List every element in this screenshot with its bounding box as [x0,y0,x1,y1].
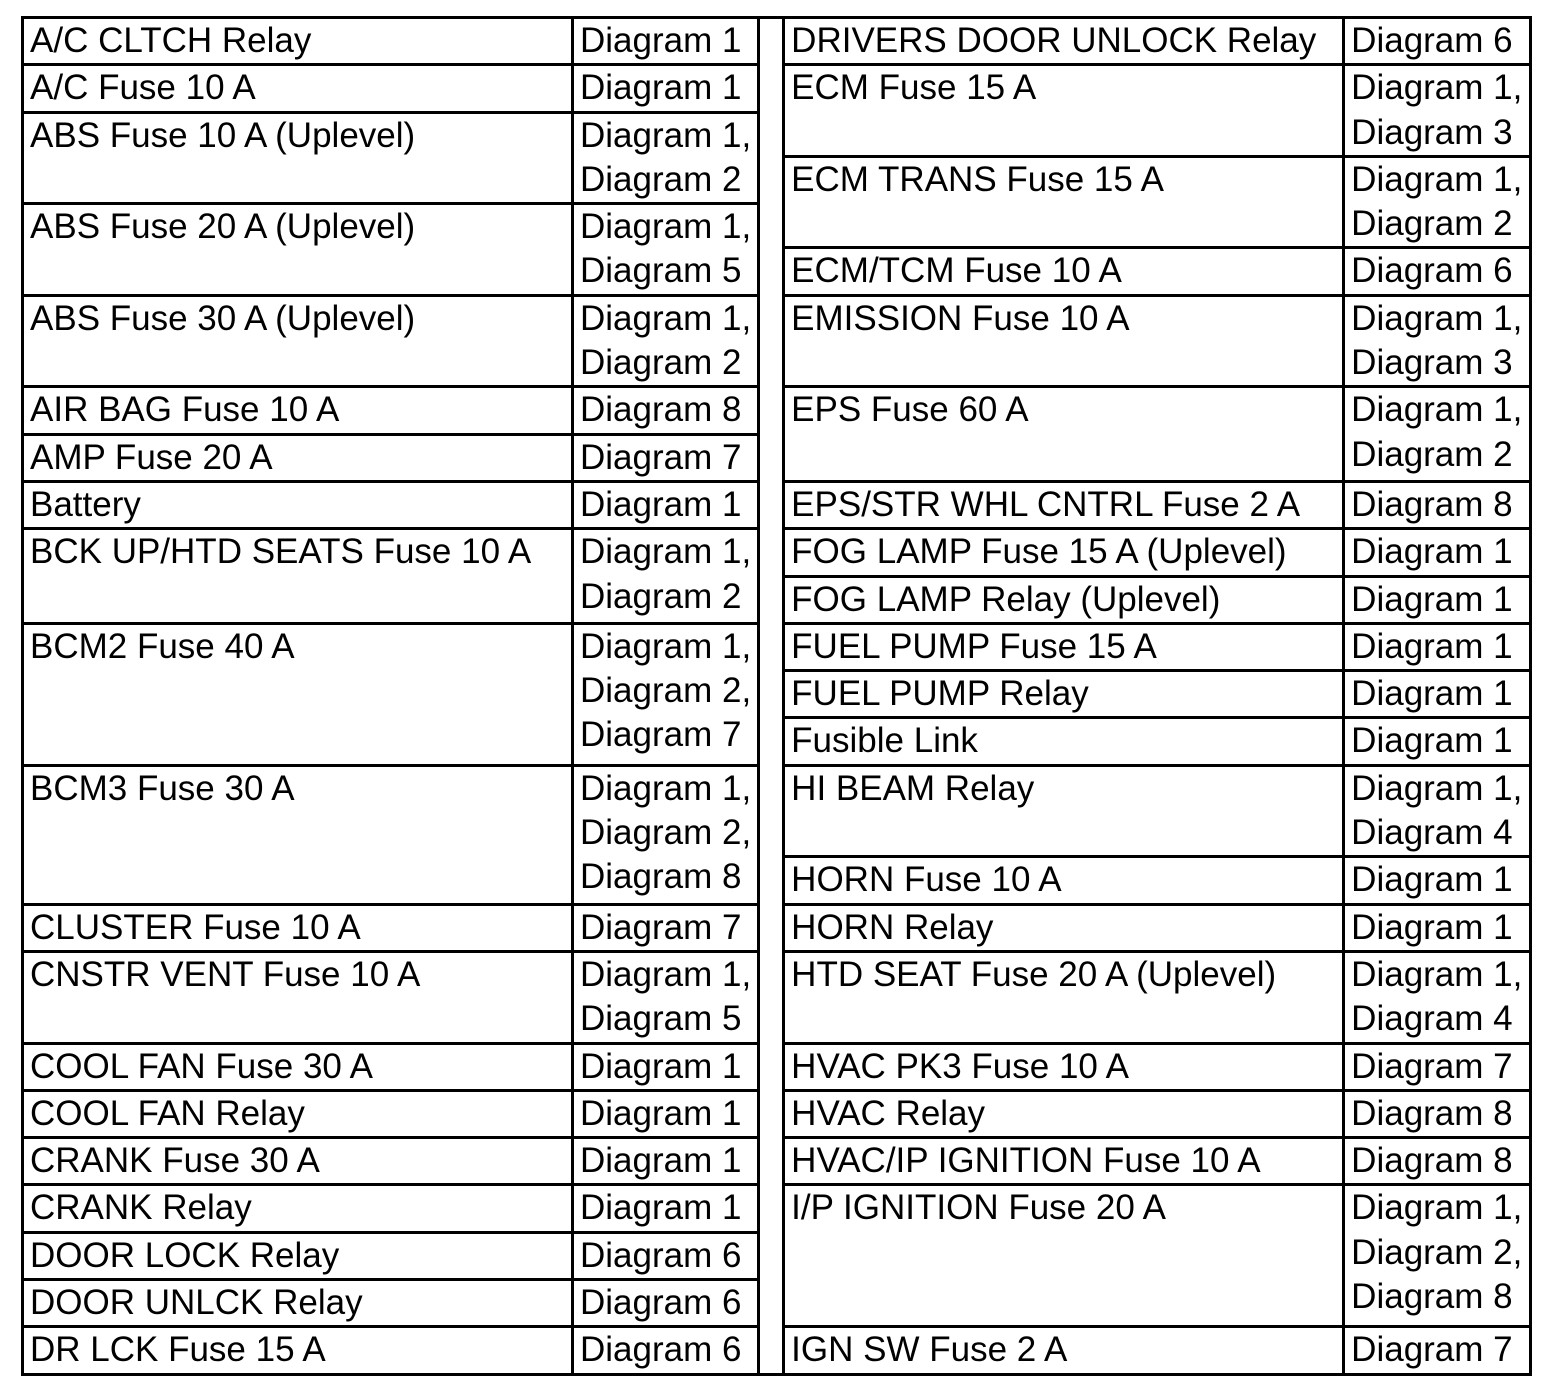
component-label: BCK UP/HTD SEATS Fuse 10 A [30,532,532,572]
component-label: DOOR UNLCK Relay [30,1283,363,1323]
right-diagram-refs [1344,857,1531,904]
diagram-ref: Diagram 7 [580,715,742,755]
component-label: COOL FAN Relay [30,1093,305,1133]
left-diagram-refs [573,1185,759,1232]
diagram-ref: Diagram 1, [580,626,752,666]
component-label: HVAC/IP IGNITION Fuse 10 A [791,1141,1261,1181]
left-diagram-refs [573,904,759,951]
diagram-ref: Diagram 8 [1351,1093,1513,1133]
component-label: HVAC Relay [791,1093,986,1133]
left-component-name [23,434,573,481]
table-row [23,18,1531,65]
component-label: DRIVERS DOOR UNLOCK Relay [791,21,1317,60]
diagram-ref: Diagram 6 [580,1235,742,1275]
right-diagram-refs [1344,1138,1531,1185]
component-label: FUEL PUMP Fuse 15 A [791,626,1157,666]
component-label: HVAC PK3 Fuse 10 A [791,1046,1130,1086]
right-component-name [784,65,1344,157]
right-component-name [784,529,1344,576]
right-diagram-refs [1344,65,1531,157]
right-diagram-refs [1344,1185,1531,1327]
diagram-ref: Diagram 8 [580,390,742,430]
diagram-ref: Diagram 2, [1351,1232,1523,1272]
diagram-ref: Diagram 6 [1351,21,1513,60]
right-diagram-refs [1344,18,1531,65]
right-component-name [784,1185,1344,1327]
diagram-ref: Diagram 1 [1351,721,1513,761]
component-label: I/P IGNITION Fuse 20 A [791,1188,1166,1228]
left-diagram-refs [573,765,759,904]
component-label: ABS Fuse 30 A (Uplevel) [30,298,416,338]
right-diagram-refs [1344,1090,1531,1137]
component-label: ECM/TCM Fuse 10 A [791,251,1122,291]
left-diagram-refs [573,1043,759,1090]
diagram-ref: Diagram 1 [580,1093,742,1133]
diagram-ref: Diagram 1 [1351,579,1513,619]
left-component-name [23,765,573,904]
right-diagram-refs [1344,1327,1531,1374]
left-diagram-refs [573,204,759,296]
left-diagram-refs [573,481,759,528]
diagram-ref: Diagram 2 [1351,434,1513,474]
component-label: AIR BAG Fuse 10 A [30,390,340,430]
left-diagram-refs [573,434,759,481]
diagram-ref: Diagram 1, [580,207,752,247]
right-diagram-refs [1344,295,1531,387]
diagram-ref: Diagram 2 [580,159,742,199]
component-label: CNSTR VENT Fuse 10 A [30,954,421,994]
component-label: Battery [30,484,141,524]
left-component-name [23,1138,573,1185]
left-component-name [23,1090,573,1137]
right-diagram-refs [1344,765,1531,857]
left-diagram-refs [573,1327,759,1374]
left-diagram-refs [573,529,759,624]
left-component-name [23,529,573,624]
right-component-name [784,718,1344,765]
left-component-name [23,1043,573,1090]
component-label: A/C Fuse 10 A [30,68,256,108]
left-diagram-refs [573,1232,759,1279]
diagram-ref: Diagram 7 [580,437,742,477]
right-component-name [784,671,1344,718]
left-diagram-refs [573,1138,759,1185]
component-label: FOG LAMP Relay (Uplevel) [791,579,1221,619]
left-component-name [23,112,573,204]
diagram-ref: Diagram 1 [580,1188,742,1228]
diagram-ref: Diagram 1, [1351,298,1523,338]
left-diagram-refs [573,623,759,765]
diagram-ref: Diagram 2 [1351,204,1513,244]
right-component-name [784,576,1344,623]
right-diagram-refs [1344,481,1531,528]
right-component-name [784,387,1344,482]
component-label: IGN SW Fuse 2 A [791,1330,1068,1370]
left-component-name [23,1327,573,1374]
diagram-ref: Diagram 1, [580,954,752,994]
diagram-ref: Diagram 8 [1351,484,1513,524]
right-component-name [784,156,1344,248]
diagram-ref: Diagram 1 [580,1141,742,1181]
left-component-name [23,204,573,296]
right-component-name [784,18,1344,65]
right-component-name [784,1327,1344,1374]
left-diagram-refs [573,951,759,1043]
diagram-ref: Diagram 1 [580,1046,742,1086]
diagram-ref: Diagram 1 [1351,860,1513,900]
diagram-ref: Diagram 1 [580,21,742,60]
component-label: HI BEAM Relay [791,768,1035,808]
right-diagram-refs [1344,951,1531,1043]
component-label: ABS Fuse 20 A (Uplevel) [30,207,416,247]
diagram-ref: Diagram 6 [1351,251,1513,291]
diagram-ref: Diagram 2 [580,343,742,383]
right-component-name [784,295,1344,387]
right-diagram-refs [1344,904,1531,951]
right-component-name [784,857,1344,904]
left-diagram-refs [573,112,759,204]
diagram-ref: Diagram 3 [1351,343,1513,383]
diagram-ref: Diagram 1, [580,115,752,155]
component-label: COOL FAN Fuse 30 A [30,1046,374,1086]
left-component-name [23,481,573,528]
diagram-ref: Diagram 4 [1351,813,1513,853]
right-component-name [784,904,1344,951]
left-diagram-refs [573,387,759,434]
component-label: CRANK Fuse 30 A [30,1141,320,1181]
left-component-name [23,951,573,1043]
component-label: ECM TRANS Fuse 15 A [791,159,1164,199]
right-diagram-refs [1344,248,1531,295]
component-label: FOG LAMP Fuse 15 A (Uplevel) [791,532,1287,572]
left-component-name [23,1185,573,1232]
right-diagram-refs [1344,576,1531,623]
diagram-ref: Diagram 1 [580,68,742,108]
left-component-name [23,65,573,112]
diagram-ref: Diagram 1, [1351,390,1523,430]
diagram-ref: Diagram 1, [580,532,752,572]
diagram-ref: Diagram 8 [1351,1277,1513,1317]
left-component-name [23,18,573,65]
component-label: HTD SEAT Fuse 20 A (Uplevel) [791,954,1277,994]
component-label: EPS/STR WHL CNTRL Fuse 2 A [791,484,1301,524]
diagram-ref: Diagram 1 [1351,532,1513,572]
left-diagram-refs [573,18,759,65]
component-label: A/C CLTCH Relay [30,21,312,60]
fuse-index-page [21,16,1532,1376]
component-label: DOOR LOCK Relay [30,1235,340,1275]
diagram-ref: Diagram 1, [580,298,752,338]
right-component-name [784,951,1344,1043]
diagram-ref: Diagram 2, [580,813,752,853]
diagram-ref: Diagram 7 [1351,1046,1513,1086]
diagram-ref: Diagram 8 [1351,1141,1513,1181]
right-component-name [784,1138,1344,1185]
component-label: ECM Fuse 15 A [791,68,1037,108]
component-label: HORN Relay [791,907,994,947]
diagram-ref: Diagram 1, [1351,954,1523,994]
fuse-index-table [21,16,1532,1376]
right-diagram-refs [1344,1043,1531,1090]
diagram-ref: Diagram 2 [580,576,742,616]
left-diagram-refs [573,1090,759,1137]
left-diagram-refs [573,65,759,112]
diagram-ref: Diagram 1 [580,484,742,524]
left-component-name [23,1232,573,1279]
component-label: HORN Fuse 10 A [791,860,1062,900]
right-component-name [784,623,1344,670]
right-diagram-refs [1344,718,1531,765]
component-label: DR LCK Fuse 15 A [30,1330,326,1370]
left-diagram-refs [573,1280,759,1327]
component-label: BCM2 Fuse 40 A [30,626,295,666]
diagram-ref: Diagram 4 [1351,999,1513,1039]
right-component-name [784,765,1344,857]
left-component-name [23,387,573,434]
left-diagram-refs [573,295,759,387]
component-label: CLUSTER Fuse 10 A [30,907,361,947]
diagram-ref: Diagram 7 [580,907,742,947]
diagram-ref: Diagram 1, [1351,1188,1523,1228]
right-component-name [784,1043,1344,1090]
diagram-ref: Diagram 7 [1351,1330,1513,1370]
diagram-ref: Diagram 3 [1351,112,1513,152]
right-diagram-refs [1344,529,1531,576]
right-component-name [784,481,1344,528]
left-component-name [23,623,573,765]
right-diagram-refs [1344,156,1531,248]
diagram-ref: Diagram 1 [1351,674,1513,714]
right-diagram-refs [1344,387,1531,482]
diagram-ref: Diagram 5 [580,251,742,291]
right-diagram-refs [1344,623,1531,670]
diagram-ref: Diagram 1 [1351,626,1513,666]
component-label: CRANK Relay [30,1188,252,1228]
component-label: BCM3 Fuse 30 A [30,768,295,808]
component-label: ABS Fuse 10 A (Uplevel) [30,115,416,155]
diagram-ref: Diagram 6 [580,1330,742,1370]
diagram-ref: Diagram 8 [580,857,742,897]
right-component-name [784,248,1344,295]
left-component-name [23,295,573,387]
diagram-ref: Diagram 5 [580,999,742,1039]
diagram-ref: Diagram 2, [580,671,752,711]
diagram-ref: Diagram 1 [1351,907,1513,947]
left-component-name [23,1280,573,1327]
diagram-ref: Diagram 6 [580,1283,742,1323]
diagram-ref: Diagram 1, [1351,68,1523,108]
fuse-index-body [23,18,1531,1375]
component-label: EPS Fuse 60 A [791,390,1029,430]
component-label: FUEL PUMP Relay [791,674,1089,714]
right-component-name [784,1090,1344,1137]
diagram-ref: Diagram 1, [580,768,752,808]
diagram-ref: Diagram 1, [1351,159,1523,199]
component-label: AMP Fuse 20 A [30,437,273,477]
component-label: Fusible Link [791,721,978,761]
component-label: EMISSION Fuse 10 A [791,298,1130,338]
right-diagram-refs [1344,671,1531,718]
diagram-ref: Diagram 1, [1351,768,1523,808]
left-component-name [23,904,573,951]
column-gap [759,18,784,1375]
